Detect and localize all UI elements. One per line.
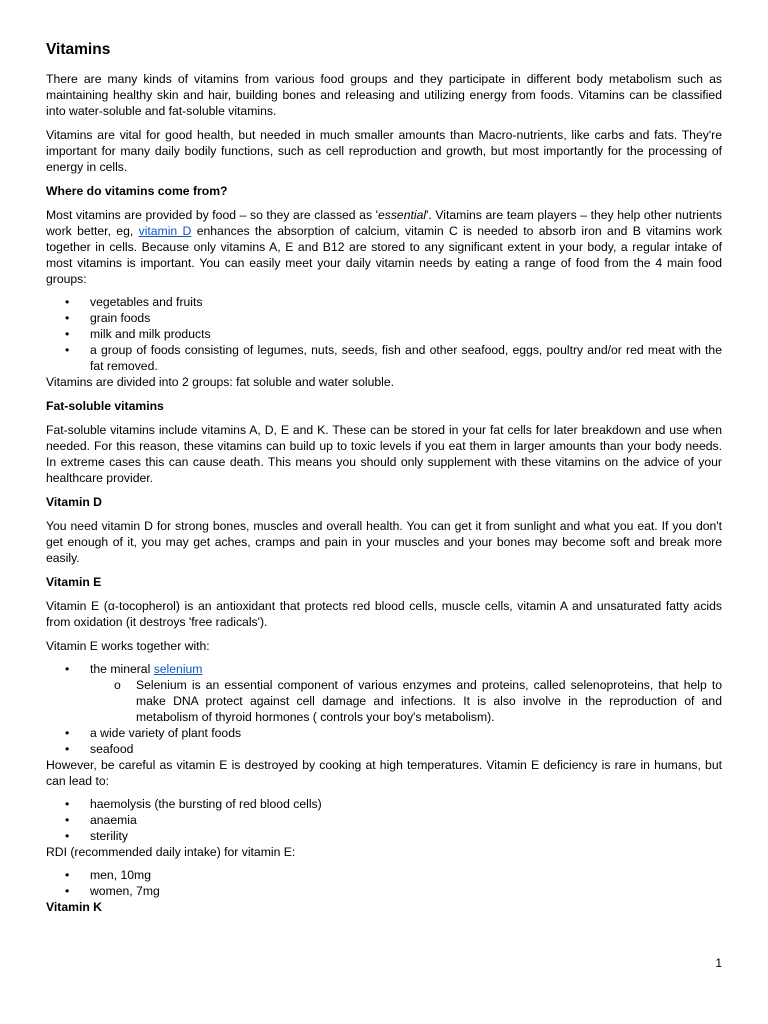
groups-sentence: Vitamins are divided into 2 groups: fat soluble and water soluble.	[46, 375, 395, 389]
section-heading-vitamin-k: Vitamin K	[46, 900, 102, 914]
vitamin-e-partners-list-continued	[46, 725, 722, 757]
bullet: •	[65, 343, 70, 357]
intro-paragraph-1: There are many kinds of vitamins from various food groups and they participate in different body metabolism such as maintaining healthy skin and hair, building bones and releasing and utilizing energy from foods. Vitamins can be classified into water-soluble and fat-soluble vitamins.	[46, 72, 722, 118]
list-item-text: anaemia	[90, 813, 137, 827]
list-item	[46, 294, 722, 310]
list-item	[46, 828, 722, 844]
deficiency-list	[46, 796, 722, 844]
list-item	[46, 661, 722, 677]
list-item	[46, 883, 722, 899]
bullet: •	[65, 884, 70, 898]
sub-list-item	[46, 677, 722, 725]
document-page	[46, 40, 722, 915]
list-item	[46, 812, 722, 828]
list-item-text: a group of foods consisting of legumes, nuts, seeds, fish and other seafood, eggs, poultry and/or red meat with the fat removed.	[90, 343, 722, 373]
vitamin-d-link[interactable]: vitamin D	[138, 224, 192, 238]
selenium-link[interactable]: selenium	[153, 662, 203, 676]
list-item-text: milk and milk products	[90, 327, 211, 341]
list-item	[46, 342, 722, 374]
list-item-text: seafood	[90, 742, 134, 756]
list-item-text: the mineral	[90, 662, 154, 676]
bullet: •	[65, 327, 70, 341]
sources-paragraph	[46, 207, 722, 287]
bullet: •	[65, 868, 70, 882]
bullet: •	[65, 295, 70, 309]
list-item	[46, 310, 722, 326]
vitamin-e-works-with: Vitamin E works together with:	[46, 639, 210, 653]
list-item	[46, 867, 722, 883]
list-item	[46, 796, 722, 812]
vitamin-d-paragraph: You need vitamin D for strong bones, muscles and overall health. You can get it from sunlight and what you eat. If you don't get enough of it, you may get aches, cramps and pain in your muscles and your bones may become soft and break more easily.	[46, 519, 722, 565]
list-item-text: grain foods	[90, 311, 151, 325]
rdi-list	[46, 867, 722, 899]
sub-list-item-text: Selenium is an essential component of various enzymes and proteins, called selenoproteins, that help to make DNA protect against cell damage and infections. It is also involve in the reproduction of and metabolism of thyroid hormones ( controls your boy's metabolism).	[136, 678, 722, 724]
vitamin-e-caution: However, be careful as vitamin E is destroyed by cooking at high temperatures. Vitamin E deficiency is rare in humans, but can lead to:	[46, 758, 722, 788]
page-number: 1	[715, 956, 722, 970]
food-groups-list	[46, 294, 722, 374]
sources-text-1: Most vitamins are provided by food – so they are classed as '	[46, 208, 378, 222]
list-item	[46, 326, 722, 342]
sources-emphasis: essential	[377, 208, 427, 222]
list-item	[46, 741, 722, 757]
list-item-text: women, 7mg	[90, 884, 160, 898]
sources-text-2: '. Vitamins are team players – they help other nutrients work better, eg,	[46, 208, 722, 238]
list-item-text: a wide variety of plant foods	[90, 726, 242, 740]
list-item	[46, 725, 722, 741]
section-heading-vitamin-e: Vitamin E	[46, 575, 102, 589]
list-item-text: vegetables and fruits	[90, 295, 203, 309]
bullet: •	[65, 311, 70, 325]
list-item-text: men, 10mg	[90, 868, 151, 882]
list-item-text: sterility	[90, 829, 128, 843]
vitamin-e-partners-list	[46, 661, 722, 677]
section-heading-sources: Where do vitamins come from?	[46, 184, 228, 198]
list-item-text: haemolysis (the bursting of red blood cells)	[90, 797, 322, 811]
vitamin-e-paragraph: Vitamin E (α-tocopherol) is an antioxidant that protects red blood cells, muscle cells, vitamin A and unsaturated fatty acids from oxidation (it destroys 'free radicals').	[46, 599, 722, 629]
bullet: •	[65, 829, 70, 843]
selenium-sublist	[46, 677, 722, 725]
bullet: •	[65, 662, 70, 676]
rdi-label: RDI (recommended daily intake) for vitamin E:	[46, 845, 296, 859]
section-heading-vitamin-d: Vitamin D	[46, 495, 102, 509]
intro-paragraph-2: Vitamins are vital for good health, but needed in much smaller amounts than Macro-nutrients, like carbs and fats. They're important for many daily bodily functions, such as cell reproduction and growth, but most importantly for the processing of energy in cells.	[46, 128, 722, 174]
bullet: •	[65, 742, 70, 756]
fat-soluble-paragraph: Fat-soluble vitamins include vitamins A, D, E and K. These can be stored in your fat cells for later breakdown and use when needed. For this reason, these vitamins can build up to toxic levels if you eat them in larger amounts than your body needs. In extreme cases this can cause death. This means you should only supplement with these vitamins on the advice of your healthcare provider.	[46, 423, 722, 485]
bullet: •	[65, 813, 70, 827]
page-title: Vitamins	[46, 41, 111, 58]
sources-text-3: enhances the absorption of calcium, vitamin C is needed to absorb iron and B vitamins work together in cells. Because only vitamins A, E and B12 are stored to any significant extent in your body, a regular intake of most vitamins is important. You can easily meet your daily vitamin needs by eating a range of food from the 4 main food groups:	[46, 224, 722, 286]
bullet: •	[65, 726, 70, 740]
section-heading-fat-soluble: Fat-soluble vitamins	[46, 399, 164, 413]
sub-bullet: o	[114, 678, 121, 692]
bullet: •	[65, 797, 70, 811]
